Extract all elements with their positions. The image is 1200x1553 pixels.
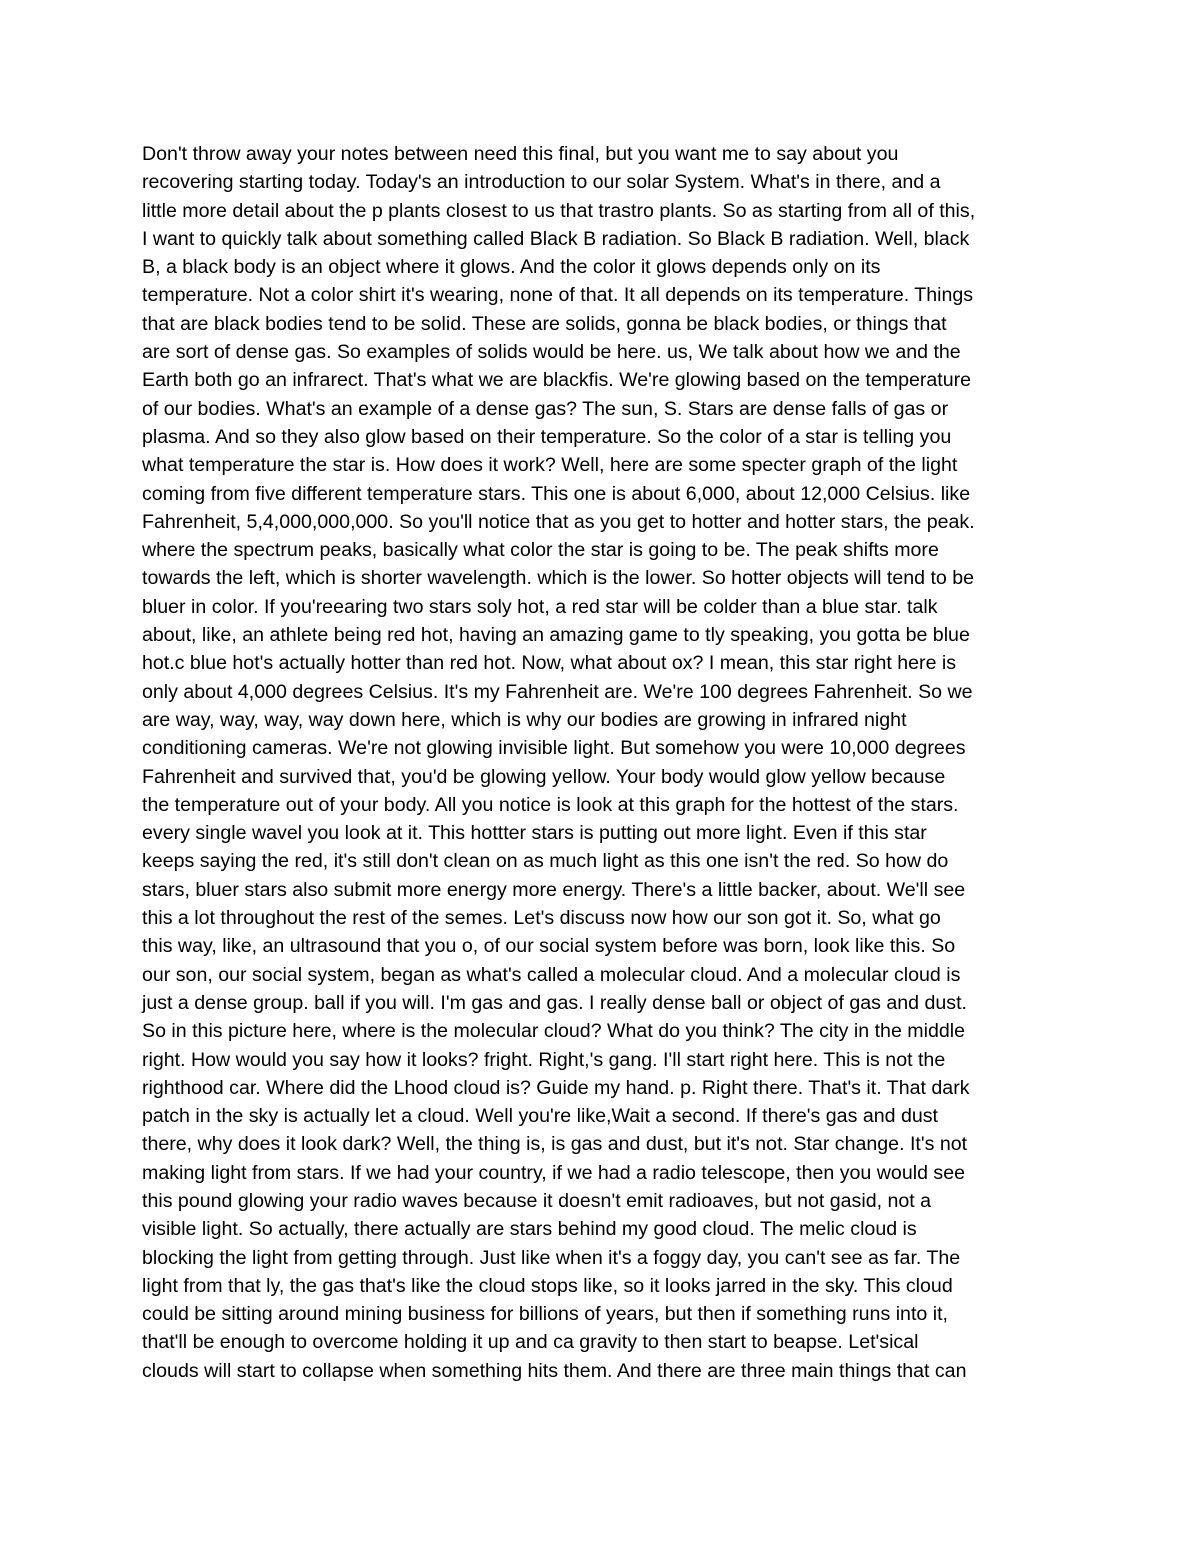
text-line: Fahrenheit and survived that, you'd be glowing yellow. Your body would glow yellow because xyxy=(142,765,946,788)
text-line: light from that ly, the gas that's like the cloud stops like, so it looks jarred in the sky. This cloud xyxy=(142,1274,953,1297)
text-line: where the spectrum peaks, basically what color the star is going to be. The peak shifts more xyxy=(142,539,939,562)
text-line: coming from five different temperature stars. This one is about 6,000, about 12,000 Celsius. like xyxy=(142,482,971,505)
text-line: blocking the light from getting through. Just like when it's a foggy day, you can't see as far. The xyxy=(142,1246,961,1269)
text-line: about, like, an athlete being red hot, having an amazing game to tly speaking, you gotta be blue xyxy=(142,624,970,647)
text-line: Earth both go an infrarect. That's what we are blackfis. We're glowing based on the temperature xyxy=(142,369,972,392)
text-line: hot.c blue hot's actually hotter than red hot. Now, what about ox? I mean, this star right here is xyxy=(142,652,957,675)
text-line: bluer in color. If you'reearing two stars soly hot, a red star will be colder than a blue star. talk xyxy=(142,595,938,618)
text-line: plasma. And so they also glow based on their temperature. So the color of a star is telling you xyxy=(142,425,952,448)
text-line: stars, bluer stars also submit more energy more energy. There's a little backer, about. We'll see xyxy=(142,878,966,901)
text-line: temperature. Not a color shirt it's wearing, none of that. It all depends on its temperature. Things xyxy=(142,284,974,307)
text-line: our son, our social system, began as what's called a molecular cloud. And a molecular cloud is xyxy=(142,963,961,986)
text-line: I want to quickly talk about something called Black B radiation. So Black B radiation. Well, black xyxy=(142,227,970,250)
text-line: visible light. So actually, there actually are stars behind my good cloud. The melic cloud is xyxy=(142,1218,917,1241)
body-text xyxy=(142,140,1072,1385)
text-line: of our bodies. What's an example of a dense gas? The sun, S. Stars are dense falls of gas or xyxy=(142,397,949,420)
text-line: this a lot throughout the rest of the semes. Let's discuss now how our son got it. So, what go xyxy=(142,907,941,930)
text-line: So in this picture here, where is the molecular cloud? What do you think? The city in the middle xyxy=(142,1020,966,1043)
text-line: this pound glowing your radio waves because it doesn't emit radioaves, but not gasid, not a xyxy=(142,1189,932,1212)
text-line: right. How would you say how it looks? fright. Right,'s gang. I'll start right here. This is not the xyxy=(142,1048,946,1071)
text-line: clouds will start to collapse when something hits them. And there are three main things that can xyxy=(142,1359,967,1382)
text-line: conditioning cameras. We're not glowing invisible light. But somehow you were 10,000 degrees xyxy=(142,737,966,760)
text-line: could be sitting around mining business for billions of years, but then if something runs into it, xyxy=(142,1303,948,1326)
text-line: only about 4,000 degrees Celsius. It's my Fahrenheit are. We're 100 degrees Fahrenheit. So we xyxy=(142,680,973,703)
text-line: this way, like, an ultrasound that you o, of our social system before was born, look like this. So xyxy=(142,935,956,958)
text-line: making light from stars. If we had your country, if we had a radio telescope, then you would see xyxy=(142,1161,966,1184)
text-line: are sort of dense gas. So examples of solids would be here. us, We talk about how we and the xyxy=(142,341,961,364)
text-line: that are black bodies tend to be solid. These are solids, gonna be black bodies, or things that xyxy=(142,312,947,335)
text-line: righthood car. Where did the Lhood cloud is? Guide my hand. p. Right there. That's it. That dark xyxy=(142,1076,970,1099)
text-line: what temperature the star is. How does it work? Well, here are some specter graph of the light xyxy=(142,454,958,477)
text-line: towards the left, which is shorter wavelength. which is the lower. So hotter objects will tend to be xyxy=(142,567,975,590)
text-line: little more detail about the p plants closest to us that trastro plants. So as starting from all of this, xyxy=(142,199,976,222)
text-line: there, why does it look dark? Well, the thing is, is gas and dust, but it's not. Star change. It's not xyxy=(142,1133,968,1156)
text-line: Don't throw away your notes between need this final, but you want me to say about you xyxy=(142,143,899,165)
text-line: just a dense group. ball if you will. I'm gas and gas. I really dense ball or object of gas and dust. xyxy=(142,991,967,1014)
text-line: Fahrenheit, 5,4,000,000,000. So you'll notice that as you get to hotter and hotter stars, the peak. xyxy=(142,510,975,533)
text-line: keeps saying the red, it's still don't clean on as much light as this one isn't the red. So how do xyxy=(142,850,949,873)
text-line: are way, way, way, way down here, which is why our bodies are growing in infrared night xyxy=(142,708,907,731)
text-line: B, a black body is an object where it glows. And the color it glows depends only on its xyxy=(142,256,881,279)
text-line: the temperature out of your body. All you notice is look at this graph for the hottest of the stars. xyxy=(142,793,959,816)
text-line: recovering starting today. Today's an introduction to our solar System. What's in there, and a xyxy=(142,171,941,194)
text-line: that'll be enough to overcome holding it up and ca gravity to then start to beapse. Let'sical xyxy=(142,1331,919,1354)
text-line: every single wavel you look at it. This hottter stars is putting out more light. Even if this star xyxy=(142,822,927,845)
text-line: patch in the sky is actually let a cloud. Well you're like,Wait a second. If there's gas and dust xyxy=(142,1105,938,1128)
